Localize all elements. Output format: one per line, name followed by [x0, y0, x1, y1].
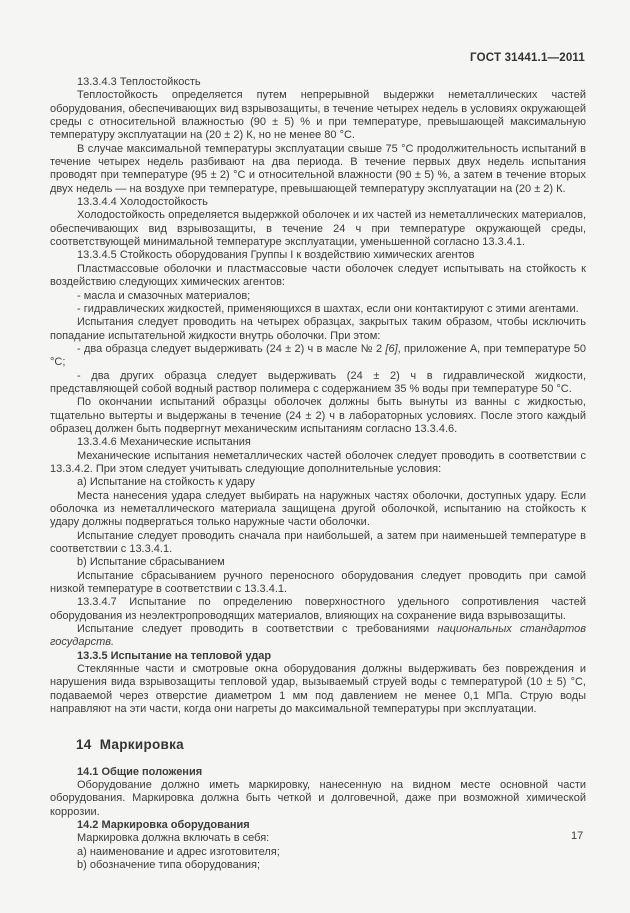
text-run: , приложение А, при температуре 50 °С;: [50, 342, 586, 369]
text-run: - два образца следует выдерживать (24 ± 2) ч в масле № 2: [77, 342, 386, 355]
text-run: 14 Маркировка: [76, 736, 184, 752]
paragraph: [50, 596, 586, 623]
text-run: Теплостойкость определяется путем непрерывной выдержки неметаллических частей оборудования, обеспечивающих вид взрывозащиты, в течение четырех недель в условиях окружающей среды с относительной влажностью (90 ± 5) % и при температуре, превышающей максимальную температуру эксплуатации на (20 ± 2) К, но не менее 80 °С.: [50, 89, 586, 142]
paragraph: [50, 249, 586, 262]
text-run: - два других образца следует выдерживать (24 ± 2) ч в гидравлической жидкости, представляющей собой водный раствор полимера с содержанием 35 % воды при температуре 50 °С.: [50, 369, 586, 395]
page-number: 17: [571, 830, 584, 842]
text-run: Места нанесения удара следует выбирать на наружных частях оболочки, доступных удару. Если оболочка из неметаллического материала защищена другой оболочкой, испытанию на стойкость к удару должны подвергаться только наружные части оболочки.: [50, 489, 586, 529]
text-run: В случае максимальной температуры эксплуатации свыше 75 °С продолжительность испытаний в течение четырех недель разбивают на два периода. В течение первых двух недель испытания проводят при температуре (95 ± 2) °С и относительной влажности (90 ± 5) %, а затем в течение вторых двух недель — на воздухе при температуре, превышающей температуру эксплуатации на (20 ± 2) К.: [50, 142, 586, 195]
italic-text-run: [6]: [385, 342, 398, 355]
paragraph: [50, 303, 586, 316]
text-run: Холодостойкость определяется выдержкой оболочек и их частей из неметаллических материалов, обеспечивающих вид взрывозащиты, в течение 24 ч при температуре окружающей среды, соответствующей минимальной температуре эксплуатации, уменьшенной согласно 13.3.4.1.: [50, 209, 586, 249]
text-run: - масла и смазочных материалов;: [77, 289, 251, 302]
text-run: 13.3.4.3 Теплостойкость: [77, 76, 201, 88]
text-run: Механические испытания неметаллических частей оболочек следует проводить в соответствии с 13.3.4.2. При этом следует учитывать следующие дополнительные условия:: [50, 449, 586, 475]
paragraph: [50, 209, 586, 249]
text-run: b) обозначение типа оборудования;: [77, 858, 261, 871]
paragraph: [50, 436, 586, 449]
paragraph: [50, 450, 586, 477]
paragraph: [50, 370, 586, 397]
section-heading: [50, 737, 586, 753]
paragraph: [50, 623, 586, 650]
text-run: 13.3.5 Испытание на тепловой удар: [77, 649, 272, 662]
paragraph: [50, 476, 586, 489]
text-run: b) Испытание сбрасыванием: [77, 556, 225, 569]
text-run: 14.2 Маркировка оборудования: [77, 818, 250, 831]
paragraph: [50, 343, 586, 370]
paragraph: [50, 663, 586, 716]
paragraph: [50, 89, 586, 142]
text-run: Пластмассовые оболочки и пластмассовые части оболочек следует испытывать на стойкость к воздействию следующих химических агентов:: [50, 262, 586, 289]
text-run: 13.3.4.5 Стойкость оборудования Группы I к воздействию химических агентов: [77, 249, 475, 262]
paragraph: [50, 290, 586, 303]
paragraph: [50, 490, 586, 530]
text-run: а) наименование и адрес изготовителя;: [77, 845, 280, 858]
text-run: Маркировка должна включать в себя:: [77, 832, 270, 845]
text-run: Оборудование должно иметь маркировку, нанесенную на видном месте основной части оборудования. Маркировка должна быть четкой и долговечной, даже при возможной химической коррозии.: [50, 778, 586, 818]
text-run: Испытание следует проводить сначала при наибольшей, а затем при наименьшей температуре в соответствии с 13.3.4.1.: [50, 529, 586, 556]
subsection-heading: [50, 819, 586, 832]
paragraph: [50, 396, 586, 436]
text-run: 14.1 Общие положения: [77, 765, 203, 778]
text-run: Стеклянные части и смотровые окна оборудования должны выдерживать без повреждения и нарушения вида взрывозащиты тепловой удар, вызываемый струей воды с температурой (10 ± 5) °С, подаваемой через отверстие диаметром 1 мм под давлением не менее 0,1 МПа. Струю воды направляют на эти части, когда они нагреты до максимальной температуры при эксплуатации.: [50, 663, 586, 716]
paragraph: [50, 76, 586, 89]
paragraph: [50, 832, 586, 845]
paragraph: [50, 859, 586, 872]
subsection-heading: [50, 766, 586, 779]
text-run: - гидравлических жидкостей, применяющихся в шахтах, если они контактируют с этими агентами.: [77, 302, 579, 315]
italic-text-run: национальных стандартов государств.: [50, 623, 586, 649]
text-run: 13.3.4.4 Холодостойкость: [77, 196, 208, 209]
paragraph: [50, 779, 586, 819]
paragraph: [50, 316, 586, 343]
text-run: Испытание сбрасыванием ручного переносного оборудования следует проводить при самой низкой температуре в соответствии с 13.3.4.1.: [50, 569, 586, 596]
document-header-standard-number: ГОСТ 31441.1—2011: [470, 52, 585, 64]
paragraph: [50, 263, 586, 290]
paragraph: [50, 570, 586, 597]
subsection-heading: [50, 650, 586, 663]
paragraph: [50, 530, 586, 557]
text-run: 13.3.4.7 Испытание по определению поверхностного удельного сопротивления частей оборудования из неэлектропроводящих материалов, влияющих на сохранение вида взрывозащиты.: [50, 596, 586, 622]
paragraph: [50, 196, 586, 209]
text-run: По окончании испытаний образцы оболочек должны быть вынуты из ванны с жидкостью, тщательно вытерты и выдержаны в течение (24 ± 2) ч в лабораторных условиях. После этого каждый образец должен быть подвергнут механическим испытаниям согласно 13.3.4.6.: [50, 396, 586, 435]
paragraph: [50, 556, 586, 569]
document-body: [50, 76, 586, 872]
paragraph: [50, 143, 586, 196]
text-run: Испытания следует проводить на четырех образцах, закрытых таким образом, чтобы исключить попадание испытательной жидкости внутрь оболочки. При этом:: [50, 316, 586, 342]
text-run: 13.3.4.6 Механические испытания: [77, 436, 251, 449]
text-run: а) Испытание на стойкость к удару: [77, 476, 255, 489]
paragraph: [50, 846, 586, 859]
text-run: Испытание следует проводить в соответствии с требованиями: [77, 623, 438, 636]
